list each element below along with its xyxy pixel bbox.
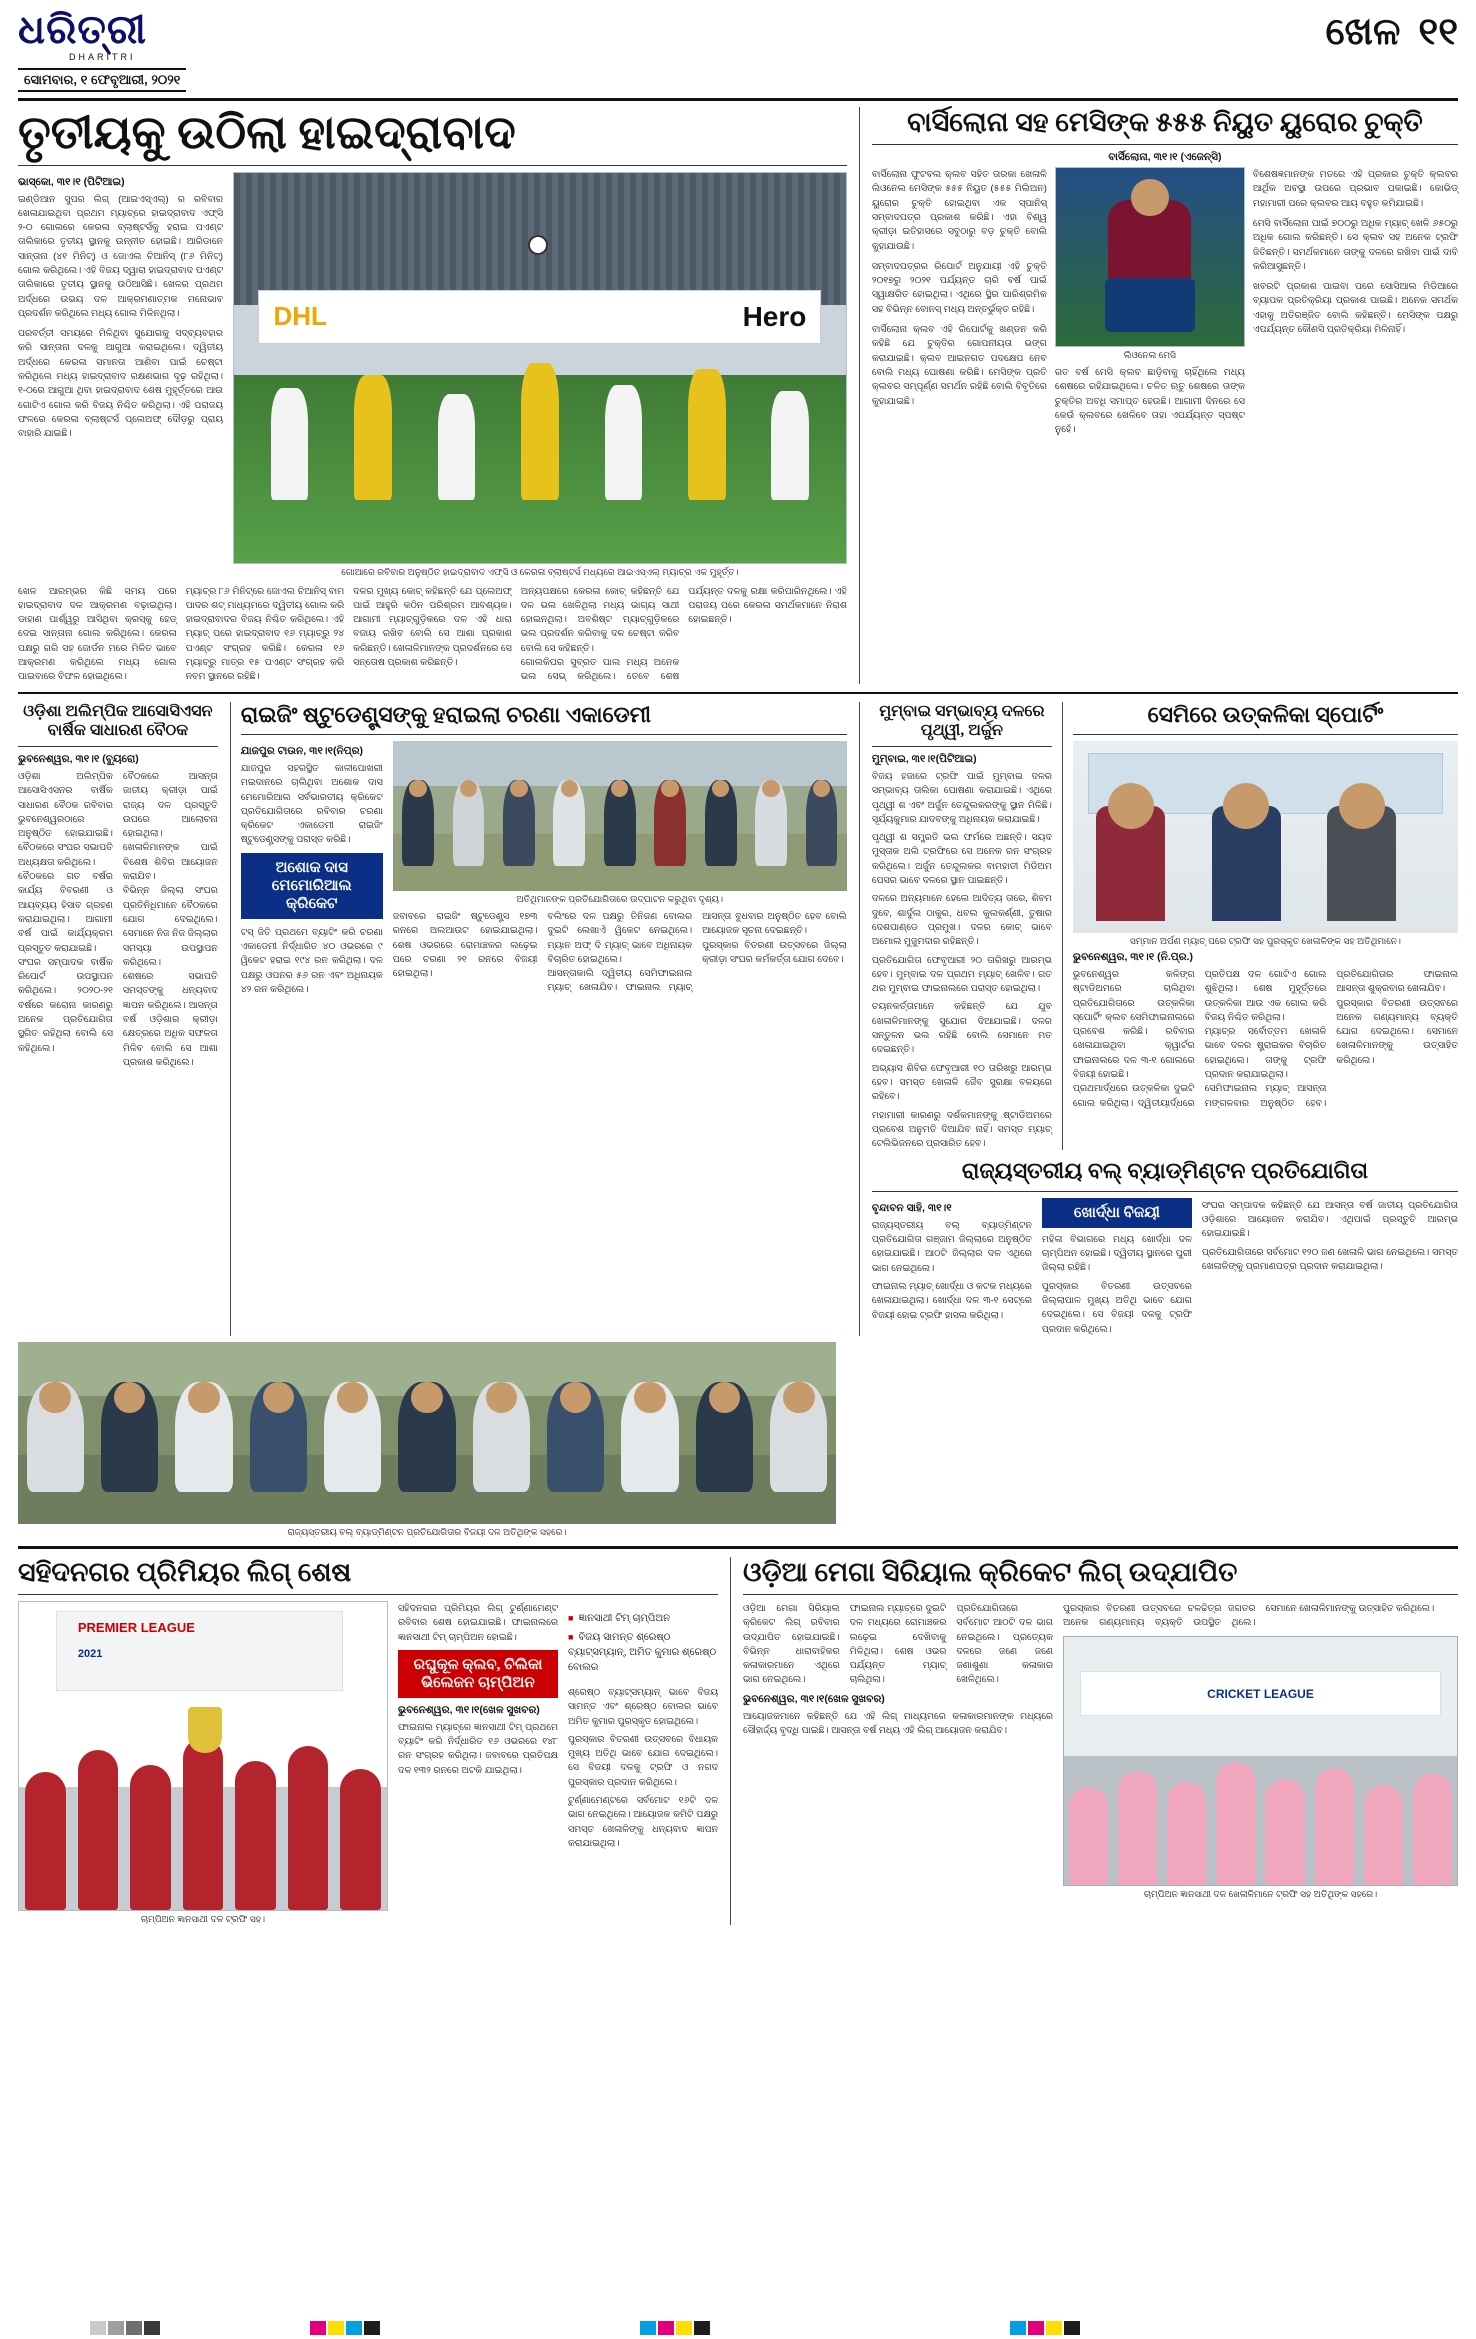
mega-byline: ଭୁବନେଶ୍ୱର, ୩୧।୧(ଖେଳ ସୁଖବର) [743,1692,885,1705]
mega-para-1: ଫାଇନାଲ ମ୍ୟାଚ୍‌ରେ ଦୁଇଟି ଦଳ ମଧ୍ୟରେ ରୋମାଞ୍ଚକର ଲଢ଼େଇ ଦେଖିବାକୁ ମିଳିଥିଲା। ଶେଷ ଓଭର ପର୍ଯ୍ୟନ୍ତ ମ୍ୟାଚ୍ ଚାଲିଥିଲା। [849,1601,947,1685]
riding-photo-inauguration [393,741,847,891]
bottom-band [18,1557,1458,1925]
mumbai-para-1: ପୃଥ୍ୱୀ ଶ ସମ୍ପ୍ରତି ଭଲ ଫର୍ମରେ ଅଛନ୍ତି। ସୟଦ ମୁସ୍ତାକ ଅଲି ଟ୍ରଫିରେ ସେ ଅନେକ ରନ ସଂଗ୍ରହ କରିଥିଲେ। ଅର୍ଜୁନ ତେନ୍ଦୁଲକର ବାମହାତୀ ମିଡିଅମ ପେସର ଭାବେ ଦଳରେ ସ୍ଥାନ ପାଇଛନ୍ତି। [871,831,1052,886]
semi-photo-award [1073,741,1458,933]
semi-story [1062,702,1458,1151]
messi-para-5: ମେସି ବାର୍ସିଲୋନା ପାଇଁ ୭୦୦ରୁ ଅଧିକ ମ୍ୟାଚ୍ ଖେଳି ୬୫୦ରୁ ଅଧିକ ଗୋଲ କରିଛନ୍ତି। ସେ କ୍ଲବ ସହ ଅନେକ ଟ୍ରଫି ଜିତିଛନ୍ତି। ସମର୍ଥକମାନେ ତାଙ୍କୁ ଦଳରେ ରଖିବା ପାଇଁ ଦାବି କରିଆସୁଛନ୍ତି। [1252,216,1458,271]
shahid-bullet-1: ■ ବିଜୟ ସାମନ୍ତ ଶ୍ରେଷ୍ଠ ବ୍ୟାଟ୍‌ସମ୍ୟାନ୍, ଅମିତ କୁମାର ଶ୍ରେଷ୍ଠ ବୋଲର [568,1630,718,1675]
mumbai-para-2: ଦଳରେ ଅନ୍ୟମାନେ ହେଲେ ଆଦିତ୍ୟ ତାରେ, ଶିବମ ଦୁବେ, ଶାର୍ଦୁଲ ଠାକୁର, ଧବଲ କୁଲକର୍ଣ୍ଣୀ, ତୁଷାର ଦେଶପାଣ୍ଡେ ପ୍ରମୁଖ। ଦଳର କୋଚ୍ ଭାବେ ଅମୋଲ ମୁଜୁମଦାର ରହିଛନ୍ତି। [871,892,1052,947]
riding-photo-caption: ଅତିଥିମାନଙ୍କ ପ୍ରତିଯୋଗିତାରେ ଉଦ୍‌ଘାଟନ କରୁଥିବା ଦୃଶ୍ୟ। [516,893,724,904]
mega-story [730,1557,1458,1925]
riding-para-2: ଜବାବରେ ରାଇଜିଂ ଷ୍ଟୁଡେଣ୍ଟ୍ସ ୧୭୩ ରନରେ ଅଲଆଉଟ ହୋଇଯାଇଥିଲା। ଶେଷ ଓଭରରେ ରୋମାଞ୍ଚକର ଲଢ଼େଇ ପରେ ଚରଣା ୨୧ ରନରେ ବିଜୟୀ ହୋଇଥିଲା। [392,909,538,979]
shahid-para-3: ପୁରସ୍କାର ବିତରଣୀ ଉତ୍ସବରେ ବିଧାୟକ ମୁଖ୍ୟ ଅତିଥି ଭାବେ ଯୋଗ ଦେଇଥିଲେ। ସେ ବିଜୟୀ ଦଳକୁ ଟ୍ରଫି ଓ ନଗଦ ପୁରସ୍କାର ପ୍ରଦାନ କରିଥିଲେ। [568,1732,718,1787]
semi-photo-caption: ସମ୍ମାନ ଅର୍ପଣ ମ୍ୟାଚ୍ ପରେ ଟ୍ରଫି ସହ ପୁରସ୍କୃତ ଖେଳାଳିଙ୍କ ସହ ଅତିଥିମାନେ। [1129,935,1401,946]
lead-para-2: ଖେଳ ଆରମ୍ଭର କିଛି ସମୟ ପରେ ହାଇଦ୍ରାବାଦ ଦଳ ଆକ୍ରମଣ ବଢ଼ାଇଥିଲା। ଡାହାଣ ପାର୍ଶ୍ୱରୁ ଆସିଥିବା କ୍ରସ୍‌କୁ ହେଡ୍ ଦେଇ ସାନ୍ତାନା ଗୋଲ କରିଥିଲେ। କେରଳା ପକ୍ଷରୁ ଗରି ସହ ଜୋର୍ଡନ ମରେ ମିଳିତ ଭାବେ ଆକ୍ରମଣ କରିଥିଲେ ମଧ୍ୟ ଗୋଲ ପାଇବାରେ ବିଫଳ ହୋଇଥିଲେ। [18,584,177,682]
section-name: ଖେଳ [1325,11,1401,53]
messi-para-6: ଖବରଟି ପ୍ରକାଶ ପାଇବା ପରେ ସୋସିଆଲ ମିଡିଆରେ ବ୍ୟାପକ ପ୍ରତିକ୍ରିୟା ପ୍ରକାଶ ପାଇଛି। ଅନେକ ସମର୍ଥକ ଏହାକୁ ଅତିରଞ୍ଜିତ ବୋଲି କହିଛନ୍ତି। ମେସିଙ୍କ ପକ୍ଷରୁ ଏପର୍ଯ୍ୟନ୍ତ କୌଣସି ପ୍ରତିକ୍ରିୟା ମିଳିନାହିଁ। [1252,280,1458,335]
messi-story [859,107,1458,684]
top-band [18,107,1458,684]
right-middle-column [859,702,1458,1336]
mega-team-photo: CRICKET LEAGUE [1063,1636,1458,1886]
lead-para-3: ମ୍ୟାଚ୍‌ର ୮୬ ମିନିଟ୍‌ରେ ଜୋଏଲ ଚିଆନିସ୍ ବାମ ପାଦର ଶଟ୍ ମାଧ୍ୟମରେ ଦ୍ୱିତୀୟ ଗୋଲ କରି ହାଇଦ୍ରାବାଦର ବିଜୟ ନିଶ୍ଚିତ କରିଥିଲେ। ଏହି ମ୍ୟାଚ୍ ପରେ ହାଇଦ୍ରାବାଦ ୧୬ ମ୍ୟାଚ୍‌ରୁ ୨୪ ପଏଣ୍ଟ ସଂଗ୍ରହ କରିଛି। କେରଳା ୧୬ ମ୍ୟାଚ୍‌ରୁ ମାତ୍ର ୧୫ ପଏଣ୍ଟ ସଂଗ୍ରହ କରି ନବମ ସ୍ଥାନରେ ରହିଛି। [185,584,345,682]
logo-text: ଧରିତ୍ରୀ [18,7,147,52]
riding-headline: ରାଇଜିଂ ଷ୍ଟୁଡେଣ୍ଟ୍ସଙ୍କୁ ହରାଇଲା ଚରଣା ଏକାଡେମୀ [240,701,652,727]
mega-para-2: ପ୍ରତିଯୋଗିତାରେ ସର୍ବମୋଟ ଆଠଟି ଦଳ ଭାଗ ନେଇଥିଲେ। ପ୍ରତ୍ୟେକ ଦଳରେ ଜଣେ ଜଣେ ଜଣାଶୁଣା କଳାକାର ଖେଳିଥିଲେ। [956,1601,1053,1685]
mumbai-byline: ମୁମ୍ବାଇ, ୩୧।୧(ପିଟିଆଇ) [871,752,977,765]
shahid-story [18,1557,718,1925]
masthead [18,0,1458,101]
shahid-headline: ସହିଦନଗର ପ୍ରିମିୟର ଲିଗ୍ ଶେଷ [18,1556,352,1587]
team-photo-band [18,1342,1458,1538]
messi-para-2: ବାର୍ସିଲୋନା କ୍ଲବ ଏହି ରିପୋର୍ଟକୁ ଖଣ୍ଡନ କରି କହିଛି ଯେ ଚୁକ୍ତିର ଗୋପନୀୟତା ଭଙ୍ଗ କରାଯାଇଛି। କ୍ଲବ ଆଇନଗତ ପଦକ୍ଷେପ ନେବ ବୋଲି ମଧ୍ୟ ଘୋଷଣା କରିଛି। ମେସିଙ୍କ ପ୍ରତି କ୍ଲବର ସମ୍ପୂର୍ଣ୍ଣ ସମର୍ଥନ ରହିଛି ବୋଲି ବିବୃତିରେ କୁହାଯାଇଛି। [871,323,1047,406]
odisha-olympic-body [18,769,218,1069]
lead-para-1: ପରବର୍ତ୍ତୀ ସମୟରେ ମିଳିଥିବା ସୁଯୋଗକୁ ସଦ୍‌ବ୍ୟବହାର କରି ସାନ୍ତାନା ଦଳକୁ ଆଗୁଆ କରାଇଥିଲେ। ଦ୍ୱିତୀୟ ଅର୍ଦ୍ଧରେ କେରଳା ସମାନତା ଆଣିବା ପାଇଁ ଚେଷ୍ଟା କରିଥିଲେ ମଧ୍ୟ ହାଇଦ୍ରାବାଦ ରକ୍ଷଣଭାଗ ଦୃଢ଼ ରହିଥିଲା। ୧-୦ରେ ଆଗୁଆ ଥିବା ହାଇଦ୍ରାବାଦ ଶେଷ ମୁହୂର୍ତ୍ତରେ ଆଉ ଗୋଟିଏ ଗୋଲ କରି ବିଜୟ ନିଶ୍ଚିତ କରିଥିଲା। ଏହି ପରାଜୟ ଫଳରେ କେରଳା ବ୍ଲାଷ୍ଟର୍ସ ପ୍ଲେଅଫ୍ ଦୌଡ଼ରୁ ପ୍ରାୟ ବାହାରି ଯାଇଛି। [18,327,223,439]
lead-headline: ତୃତୀୟକୁ ଉଠିଲା ହାଇଦ୍ରାବାଦ [18,107,516,158]
logo-subtext: DHARITRI [68,52,136,62]
messi-para-0: ବାର୍ସିଲୋନା ଫୁଟବଲ କ୍ଲବ ସହିତ ତାରକା ଖେଳାଳି ଲିଓନେଲ ମେସିଙ୍କ ୫୫୫ ନିୟୁତ (୫୫୫ ମିଲିଅନ) ୟୁରୋର ଚୁକ୍ତି ହୋଇଥିବା ଏକ ସ୍ପାନିସ୍ ସମ୍ବାଦପତ୍ର ପ୍ରକାଶ କରିଛି। ଏହା ବିଶ୍ୱ କ୍ରୀଡ଼ା ଇତିହାସରେ ସବୁଠାରୁ ବଡ଼ ଚୁକ୍ତି ବୋଲି କୁହାଯାଉଛି। [871,168,1047,251]
lead-photo-isl-match: DHL Hero [233,172,847,564]
shahid-para-2: ଶ୍ରେଷ୍ଠ ବ୍ୟାଟ୍‌ସମ୍ୟାନ୍ ଭାବେ ବିଜୟ ସାମନ୍ତ ଏବଂ ଶ୍ରେଷ୍ଠ ବୋଲର ଭାବେ ଅମିତ କୁମାର ପୁରସ୍କୃତ ହୋଇଥିଲେ। [568,1685,718,1726]
mumbai-para-6: ମହାମାରୀ କାରଣରୁ ଦର୍ଶକମାନଙ୍କୁ ଷ୍ଟାଡିଅମରେ ପ୍ରବେଶ ଅନୁମତି ଦିଆଯିବ ନାହିଁ। ସମସ୍ତ ମ୍ୟାଚ୍ ଟେଲିଭିଜନରେ ପ୍ରସାରିତ ହେବ। [871,1108,1052,1149]
semi-body-columns [1073,967,1458,1110]
shahid-bullet-0: ■ ଜ୍ଞାନସାଥୀ ଟିମ୍ ଚାମ୍ପିଅନ [568,1611,718,1626]
lead-para-5: ଅନ୍ୟପକ୍ଷରେ କେରଳା କୋଚ୍ କହିଛନ୍ତି ଯେ ଦଳ ଭଲ ଖେଳିଥିଲା ମଧ୍ୟ ଭାଗ୍ୟ ସାଥୀ ହୋଇନଥିଲା। ଅବଶିଷ୍ଟ ମ୍ୟାଚ୍‌ଗୁଡ଼ିକରେ ଭଲ ପ୍ରଦର୍ଶନ କରିବାକୁ ଦଳ ଚେଷ୍ଟା କରିବ ବୋଲି ସେ କହିଛନ୍ତି। [520,584,680,653]
odisha-olympic-byline: ଭୁବନେଶ୍ୱର, ୩୧।୧ (ବ୍ୟୁରୋ) [18,752,139,765]
messi-para-1: ସମ୍ବାଦପତ୍ରର ରିପୋର୍ଟ ଅନୁଯାୟୀ ଏହି ଚୁକ୍ତି ୨୦୧୭ରୁ ୨୦୨୧ ପର୍ଯ୍ୟନ୍ତ ଚାରି ବର୍ଷ ପାଇଁ ସ୍ୱାକ୍ଷରିତ ହୋଇଥିଲା। ଏଥିରେ ସ୍ଥିର ପାରିଶ୍ରମିକ ସହ ବିଭିନ୍ନ ବୋନସ୍ ମଧ୍ୟ ଅନ୍ତର୍ଭୁକ୍ତ ରହିଛି। [871,259,1047,314]
lead-photo-caption: ଗୋଆରେ ରବିବାର ଅନୁଷ୍ଠିତ ହାଇଦ୍ରାବାଦ ଏଫ୍‌ସି ଓ କେରଳା ବ୍ଲାଷ୍ଟର୍ସ ମଧ୍ୟରେ ଆଇଏସ୍‌ଏଲ୍ ମ୍ୟାଚ୍‌ର ଏକ ମୁହୂର୍ତ୍ତ। [341,566,739,577]
badminton-box-title: ଖୋର୍ଦ୍ଧା ବିଜୟୀ [1042,1198,1192,1228]
badminton-headline: ରାଜ୍ୟସ୍ତରୀୟ ବଲ୍ ବ୍ୟାଡ୍‌ମିଣ୍ଟନ ପ୍ରତିଯୋଗିତା [961,1158,1368,1184]
badminton-para-1: ଫାଇନାଲ ମ୍ୟାଚ୍ ଖୋର୍ଦ୍ଧା ଓ କଟକ ମଧ୍ୟରେ ଖେଳାଯାଇଥିଲା। ଖୋର୍ଦ୍ଧା ଦଳ ୩-୧ ସେଟ୍‌ରେ ବିଜୟୀ ହୋଇ ଟ୍ରଫି ହାସଲ କରିଥିଲା। [871,1279,1032,1320]
badminton-para-4: ସଂଘର ସମ୍ପାଦକ କହିଛନ୍ତି ଯେ ଆସନ୍ତା ବର୍ଷ ଜାତୀୟ ପ୍ରତିଯୋଗିତା ଓଡ଼ିଶାରେ ଆୟୋଜନ କରାଯିବ। ଏଥିପାଇଁ ପ୍ରସ୍ତୁତି ଆରମ୍ଭ ହୋଇଯାଇଛି। [1201,1198,1458,1239]
lead-body-columns [18,584,847,684]
color-registration-bar [0,2317,1476,2339]
odisha-para-2: ସଂଘର ସମ୍ପାଦକ ବାର୍ଷିକ ରିପୋର୍ଟ ଉପସ୍ଥାପନ କରିଥିଲେ। ୨୦୨୦-୨୧ ବର୍ଷରେ କରୋନା କାରଣରୁ ଅନେକ ପ୍ରତିଯୋଗିତା ସ୍ଥଗିତ ରହିଥିଲା ବୋଲି ସେ କହିଥିଲେ। [18,955,113,1053]
section-header [1325,10,1458,54]
semi-para-2: ମ୍ୟାଚ୍‌ର ସର୍ବୋତ୍ତମ ଖେଳାଳି ଭାବେ ଦଳର ଷ୍ଟ୍ରାଇକର ବିଚାରିତ ହୋଇଥିଲେ। ତାଙ୍କୁ ଟ୍ରଫି ପ୍ରଦାନ କରାଯାଇଥିଲା। [1204,1025,1327,1080]
riding-para-1: ଟସ୍ ଜିତି ପ୍ରଥମେ ବ୍ୟାଟିଂ କରି ଚରଣା ଏକାଡେମୀ ନିର୍ଦ୍ଧାରିତ ୪୦ ଓଭରରେ ୯ ୱିକେଟ ହରାଇ ୧୯୪ ରନ କରିଥିଲା। ଦଳ ପକ୍ଷରୁ ଓପନର ୫୬ ରନ ଏବଂ ଅଧିନାୟକ ୪୨ ରନ କରିଥିଲେ। [240,925,383,994]
badminton-team-photo [18,1342,836,1524]
lead-para-6: ଗୋଲକିପର ସୁବ୍ରତ ପାଲ ମଧ୍ୟ ଅନେକ ଭଲ ସେଭ୍ କରିଥିଲେ। ତେବେ ଶେଷ ପର୍ଯ୍ୟନ୍ତ ଦଳକୁ ରକ୍ଷା କରିପାରିନଥିଲେ। ଏହି ପରାଜୟ ପରେ କେରଳା ସମର୍ଥକମାନେ ନିରାଶ ହୋଇଛନ୍ତି। [520,584,847,682]
badminton-byline: ବୃନ୍ଦାବନ ସାହି, ୩୧।୧ [871,1201,952,1214]
badminton-para-0: ରାଜ୍ୟସ୍ତରୀୟ ବଲ୍ ବ୍ୟାଡ୍‌ମିଣ୍ଟନ ପ୍ରତିଯୋଗିତା ଗଞ୍ଜାମ ଜିଲ୍ଲାରେ ଅନୁଷ୍ଠିତ ହୋଇଯାଇଛି। ଆଠଟି ଜିଲ୍ଲାର ଦଳ ଏଥିରେ ଭାଗ ନେଇଥିଲେ। [871,1218,1032,1273]
badminton-para-3: ପୁରସ୍କାର ବିତରଣୀ ଉତ୍ସବରେ ଜିଲ୍ଲାପାଳ ମୁଖ୍ୟ ଅତିଥି ଭାବେ ଯୋଗ ଦେଇଥିଲେ। ସେ ବିଜୟୀ ଦଳକୁ ଟ୍ରଫି ପ୍ରଦାନ କରିଥିଲେ। [1041,1279,1192,1334]
mumbai-para-5: ଅଭ୍ୟାସ ଶିବିର ଫେବୃଆରୀ ୧୦ ତାରିଖରୁ ଆରମ୍ଭ ହେବ। ସମସ୍ତ ଖେଳାଳି ଜୈବ ସୁରକ୍ଷା ବଳୟରେ ରହିବେ। [871,1061,1052,1102]
odisha-para-1: ବୈଠକରେ ଗତ ବର୍ଷର କାର୍ଯ୍ୟ ବିବରଣୀ ଓ ଆୟବ୍ୟୟ ହିସାବ ଗ୍ରହଣ କରାଯାଇଥିଲା। ଆଗାମୀ ବର୍ଷ ପାଇଁ କାର୍ଯ୍ୟକ୍ରମ ପ୍ରସ୍ତୁତ କରାଯାଇଛି। [18,870,113,953]
mega-headline: ଓଡ଼ିଆ ମେଗା ସିରିୟାଲ କ୍ରିକେଟ ଲିଗ୍ ଉଦ୍‌ଯାପିତ [743,1556,1238,1587]
riding-para-3: ବଲିଂରେ ଦଳ ପକ୍ଷରୁ ତିନିଜଣ ବୋଲର ଦୁଇଟି ଲେଖାଏଁ ୱିକେଟ ନେଇଥିଲେ। ମ୍ୟାନ ଅଫ୍ ଦି ମ୍ୟାଚ୍ ଭାବେ ଅଧିନାୟକ ବିଚାରିତ ହୋଇଥିଲେ। [547,909,693,964]
middle-band [18,702,1458,1336]
raghukul-box-title: ରଘୁକୂଳ କ୍ଲବ, ଚିଲିକା ଭିଲେଜନ ଚାମ୍ପିଅନ [398,1650,558,1698]
ashok-das-box-title: ଅଶୋକ ଦାସ ମେମୋରିଆଲ କ୍ରିକେଟ [241,853,383,919]
badminton-story [860,1158,1458,1335]
odisha-olympic-story [18,702,218,1336]
shahid-para-4: ଟୁର୍ଣ୍ଣାମେଣ୍ଟରେ ସର୍ବମୋଟ ୧୬ଟି ଦଳ ଭାଗ ନେଇଥିଲେ। ଆୟୋଜକ କମିଟି ପକ୍ଷରୁ ସମସ୍ତ ଖେଳାଳିଙ୍କୁ ଧନ୍ୟବାଦ ଜ୍ଞାପନ କରାଯାଇଥିଲା। [568,1793,718,1848]
riding-byline: ଯାଜପୁର ଟାଉନ, ୩୧।୧(ନିପ୍ର) [240,744,364,757]
shahid-byline: ଭୁବନେଶ୍ୱର, ୩୧।୧(ଖେଳ ସୁଖବର) [398,1703,540,1716]
publication-date: ସୋମବାର, ୧ ଫେବୃଆରୀ, ୨୦୨୧ [18,68,186,92]
mega-para-3: ଆୟୋଜକମାନେ କହିଛନ୍ତି ଯେ ଏହି ଲିଗ୍ ମାଧ୍ୟମରେ କଳାକାରମାନଙ୍କ ମଧ୍ୟରେ ସୌହାର୍ଦ୍ଦ୍ୟ ବୃଦ୍ଧି ପାଇଛି। ଆସନ୍ତା ବର୍ଷ ମଧ୍ୟ ଏହି ଲିଗ୍ ଆୟୋଜନ କରାଯିବ। [743,1709,1053,1735]
lead-para-4: ଦଳର ମୁଖ୍ୟ କୋଚ୍ କହିଛନ୍ତି ଯେ ପ୍ଲେଅଫ୍ ପାଇଁ ଆହୁରି କଠିନ ପରିଶ୍ରମ ଆବଶ୍ୟକ। ଆଗାମୀ ମ୍ୟାଚ୍‌ଗୁଡ଼ିକରେ ଦଳ ଏହି ଧାରା ବଜାୟ ରଖିବ ବୋଲି ସେ ଆଶା ପ୍ରକାଶ କରିଛନ୍ତି। ଖେଳାଳିମାନଙ୍କ ପ୍ରଦର୍ଶନରେ ସେ ସନ୍ତୋଷ ପ୍ରକାଶ କରିଛନ୍ତି। [353,584,512,667]
page-number: ୧୧ [1418,11,1458,53]
semi-para-3: ସେମିଫାଇନାଲ ମ୍ୟାଚ୍ ଆସନ୍ତା ମଙ୍ଗଳବାର ଅନୁଷ୍ଠିତ ହେବ। ପ୍ରତିଯୋଗିତାର ଫାଇନାଲ ଆସନ୍ତା ଶୁକ୍ରବାର ଖେଳାଯିବ। [1204,967,1458,1108]
riding-body-columns [393,909,847,995]
semi-para-4: ପୁରସ୍କାର ବିତରଣୀ ଉତ୍ସବରେ ଅନେକ ଗଣ୍ୟମାନ୍ୟ ବ୍ୟକ୍ତି ଯୋଗ ଦେଇଥିଲେ। ସେମାନେ ଖେଳାଳିମାନଙ୍କୁ ଉତ୍ସାହିତ କରିଥିଲେ। [1336,996,1458,1065]
shahid-para-1: ଫାଇନାଲ ମ୍ୟାଚ୍‌ରେ ଜ୍ଞାନସାଥୀ ଟିମ୍ ପ୍ରଥମେ ବ୍ୟାଟିଂ କରି ନିର୍ଦ୍ଧାରିତ ୧୬ ଓଭରରେ ୧୪୮ ରନ ସଂଗ୍ରହ କରିଥିଲା। ଜବାବରେ ପ୍ରତିପକ୍ଷ ଦଳ ୧୩୨ ରନରେ ଅଟକି ଯାଇଥିଲା। [398,1720,558,1775]
riding-para-4: ଆସନ୍ତାକାଲି ଦ୍ୱିତୀୟ ସେମିଫାଇନାଲ ମ୍ୟାଚ୍ ଖେଳାଯିବ। ଫାଇନାଲ ମ୍ୟାଚ୍ ଆସନ୍ତା ବୁଧବାର ଅନୁଷ୍ଠିତ ହେବ ବୋଲି ଆୟୋଜକ ସୂଚନା ଦେଇଛନ୍ତି। [547,909,847,993]
badminton-para-2: ମହିଳା ବିଭାଗରେ ମଧ୍ୟ ଖୋର୍ଦ୍ଧା ଦଳ ଚାମ୍ପିଅନ ହୋଇଛି। ଦ୍ୱିତୀୟ ସ୍ଥାନରେ ପୁରୀ ଜିଲ୍ଲା ରହିଛି। [1041,1232,1192,1273]
messi-byline: ବାର୍ସିଲୋନା, ୩୧।୧ (ଏଜେନ୍ସି) [1108,151,1222,164]
messi-para-3: ଗତ ବର୍ଷ ମେସି କ୍ଲବ ଛାଡ଼ିବାକୁ ଚାହିଁଥିଲେ ମଧ୍ୟ ଶେଷରେ ରହିଯାଇଥିଲେ। ଚଳିତ ଋତୁ ଶେଷରେ ତାଙ୍କ ଚୁକ୍ତିର ଅବଧି ସମାପ୍ତ ହେଉଛି। ଆଗାମୀ ଦିନରେ ସେ କେଉଁ କ୍ଲବରେ ଖେଳିବେ ତାହା ଏପର୍ଯ୍ୟନ୍ତ ସ୍ପଷ୍ଟ ନୁହେଁ। [1054,366,1245,435]
mumbai-para-3: ପ୍ରତିଯୋଗିତା ଫେବୃଆରୀ ୨୦ ତାରିଖରୁ ଆରମ୍ଭ ହେବ। ମୁମ୍ବାଇ ଦଳ ପ୍ରଥମ ମ୍ୟାଚ୍ ଖେଳିବ। ଗତ ଥର ମୁମ୍ବାଇ ଫାଇନାଲରେ ପରାସ୍ତ ହୋଇଥିଲା। [871,953,1052,994]
shahid-para-0: ସହିଦନଗର ପ୍ରିମିୟର ଲିଗ୍ ଟୁର୍ଣ୍ଣାମେଣ୍ଟ ରବିବାର ଶେଷ ହୋଇଯାଇଛି। ଫାଇନାଲରେ ଜ୍ଞାନସାଥୀ ଟିମ୍ ଚାମ୍ପିଅନ ହୋଇଛି। [398,1601,558,1642]
messi-photo [1055,167,1245,347]
messi-para-4: ବିଶେଷଜ୍ଞମାନଙ୍କ ମତରେ ଏହି ପ୍ରକାର ଚୁକ୍ତି କ୍ଲବର ଆର୍ଥିକ ଅବସ୍ଥା ଉପରେ ପ୍ରଭାବ ପକାଇଛି। କୋଭିଡ୍ ମହାମାରୀ ପରେ କ୍ଲବର ଆୟ ବହୁତ କମିଯାଇଛି। [1252,168,1458,208]
lead-para-0: ଇଣ୍ଡିଆନ ସୁପର ଲିଗ୍ (ଆଇଏସ୍‌ଏଲ୍) ର ରବିବାର ଖେଳାଯାଇଥିବା ପ୍ରଥମ ମ୍ୟାଚ୍‌ରେ ହାଇଦ୍ରାବାଦ ଏଫ୍‌ସି ୨-୦ ଗୋଲରେ କେରଳା ବ୍ଲାଷ୍ଟର୍ସକୁ ହରାଇ ପଏଣ୍ଟ ତାଲିକାରେ ତୃତୀୟ ସ୍ଥାନକୁ ଉନ୍ନୀତ ହୋଇଛି। ଆରିଡାନେ ସାନ୍ତାନା (୪୧ ମିନିଟ୍) ଓ ଜୋଏଲ ଚିଆନିସ୍ (୮୬ ମିନିଟ୍) ଗୋଲ କରିଥିଲେ। ଏହି ବିଜୟ ଦ୍ୱାରା ହାଇଦ୍ରାବାଦ ପଏଣ୍ଟ ତାଲିକାରେ ତୃତୀୟ ସ୍ଥାନକୁ ଉଠିଆସିଛି। ଖେଳର ପ୍ରଥମ ଅର୍ଦ୍ଧରେ ଉଭୟ ଦଳ ଆକ୍ରମଣାତ୍ମକ ମନୋଭାବ ପ୍ରଦର୍ଶନ କରିଥିଲେ ମଧ୍ୟ ଗୋଲ ମିଳିନଥିଲା। [18,192,223,318]
shahid-highlights [568,1611,718,1675]
mumbai-para-4: ଚୟନକର୍ତ୍ତାମାନେ କହିଛନ୍ତି ଯେ ଯୁବ ଖେଳାଳିମାନଙ୍କୁ ସୁଯୋଗ ଦିଆଯାଇଛି। ଦଳର ସନ୍ତୁଳନ ଭଲ ରହିଛି ବୋଲି ସେମାନେ ମତ ଦେଇଛନ୍ତି। [871,1000,1052,1055]
badminton-para-5: ପ୍ରତିଯୋଗିତାରେ ସର୍ବମୋଟ ୧୨୦ ଜଣ ଖେଳାଳି ଭାଗ ନେଇଥିଲେ। ସମସ୍ତ ଖେଳାଳିଙ୍କୁ ପ୍ରମାଣପତ୍ର ପ୍ରଦାନ କରାଯାଇଥିଲା। [1201,1245,1458,1271]
semi-para-1: ପ୍ରଥମାର୍ଦ୍ଧରେ ଉତ୍କଳିକା ଦୁଇଟି ଗୋଲ କରିଥିଲା। ଦ୍ୱିତୀୟାର୍ଦ୍ଧରେ ପ୍ରତିପକ୍ଷ ଦଳ ଗୋଟିଏ ଗୋଲ ଶୁଝିଥିଲା। ଶେଷ ମୁହୂର୍ତ୍ତରେ ଉତ୍କଳିକା ଆଉ ଏକ ଗୋଲ କରି ବିଜୟ ନିଶ୍ଚିତ କରିଥିଲା। [1072,967,1327,1108]
mumbai-headline: ମୁମ୍ବାଇ ସମ୍ଭାବ୍ୟ ଦଳରେ ପୃଥ୍ୱୀ, ଅର୍ଜୁନ [879,702,1045,739]
riding-para-0: ଯାଜପୁର ସହରସ୍ଥିତ କାଳୀପୋଖରୀ ମଇଦାନରେ ଚାଲିଥିବା ଅଶୋକ ଦାସ ମେମୋରିଆଲ ସର୍ବଭାରତୀୟ କ୍ରିକେଟ ପ୍ରତିଯୋଗିତାରେ ରବିବାର ଚରଣା କ୍ରିକେଟ ଏକାଡେମୀ ରାଇଜିଂ ଷ୍ଟୁଡେଣ୍ଟ୍ସଙ୍କୁ ପରାସ୍ତ କରିଛି। [240,761,383,845]
lead-story [18,107,847,684]
newspaper-logo [18,7,186,92]
badminton-team-photo-caption: ରାଜ୍ୟସ୍ତରୀୟ ବଲ୍ ବ୍ୟାଡ୍‌ମିଣ୍ଟନ ପ୍ରତିଯୋଗିତାର ବିଜୟୀ ଦଳ ଅତିଥିଙ୍କ ସହରେ। [287,1526,567,1537]
mega-para-0: ଓଡ଼ିଆ ମେଗା ସିରିୟାଲ କ୍ରିକେଟ ଲିଗ୍ ରବିବାର ଉଦ୍‌ଯାପିତ ହୋଇଯାଇଛି। ବିଭିନ୍ନ ଧାରାବାହିକର କଳାକାରମାନେ ଏଥିରେ ଭାଗ ନେଇଥିଲେ। [743,1601,840,1685]
odisha-para-5: ଶେଷରେ ସଭାପତି ସମସ୍ତଙ୍କୁ ଧନ୍ୟବାଦ ଜ୍ଞାପନ କରିଥିଲେ। ଆସନ୍ତା ବର୍ଷ ଓଡ଼ିଶାର କ୍ରୀଡ଼ା କ୍ଷେତ୍ରରେ ଅଧିକ ସଫଳତା ମିଳିବ ବୋଲି ସେ ଆଶା ପ୍ରକାଶ କରିଥିଲେ। [122,970,218,1067]
mumbai-para-0: ବିଜୟ ହଜାରେ ଟ୍ରଫି ପାଇଁ ମୁମ୍ବାଇ ଦଳର ସମ୍ଭାବ୍ୟ ତାଲିକା ଘୋଷଣା କରାଯାଇଛି। ଏଥିରେ ପୃଥ୍ୱୀ ଶ ଏବଂ ଅର୍ଜୁନ ତେନ୍ଦୁଲକରଙ୍କୁ ସ୍ଥାନ ମିଳିଛି। ସୂର୍ଯ୍ୟକୁମାର ଯାଦବଙ୍କୁ ଅଧିନାୟକ କରାଯାଇଛି। [871,769,1052,824]
lead-byline: ଭାସ୍କୋ, ୩୧।୧ (ପିଟିଆଇ) [18,175,125,188]
mega-body-columns-2 [1063,1601,1458,1630]
semi-byline: ଭୁବନେଶ୍ୱର, ୩୧।୧ (ନି.ପ୍ର.) [1072,950,1194,963]
mumbai-story [872,702,1052,1151]
messi-photo-caption: ଲିଓନେଲ ମେସି [1123,350,1176,361]
mega-para-4: ପୁରସ୍କାର ବିତରଣୀ ଉତ୍ସବରେ ଚଳଚ୍ଚିତ୍ର ଜଗତର ଅନେକ ଗଣ୍ୟମାନ୍ୟ ବ୍ୟକ୍ତି ଉପସ୍ଥିତ ଥିଲେ। ସେମାନେ ଖେଳାଳିମାନଙ୍କୁ ଉତ୍ସାହିତ କରିଥିଲେ। [1063,1601,1435,1628]
riding-para-5: ପୁରସ୍କାର ବିତରଣୀ ଉତ୍ସବରେ ଜିଲ୍ଲା କ୍ରୀଡ଼ା ସଂଘର କର୍ମକର୍ତ୍ତା ଯୋଗ ଦେବେ। [702,938,847,964]
semi-para-0: ଭୁବନେଶ୍ୱର କଳିଙ୍ଗ ଷ୍ଟାଡିଅମରେ ଚାଲିଥିବା ପ୍ରତିଯୋଗିତାରେ ଉତ୍କଳିକା ସ୍ପୋର୍ଟିଂ କ୍ଲବ ସେମିଫାଇନାଲରେ ପ୍ରବେଶ କରିଛି। ରବିବାର ଖେଳାଯାଇଥିବା କ୍ୱାର୍ଟର ଫାଇନାଲରେ ଦଳ ୩-୧ ଗୋଲରେ ବିଜୟୀ ହୋଇଛି। [1072,967,1195,1080]
messi-headline: ବାର୍ସିଲୋନା ସହ ମେସିଙ୍କ ୫୫୫ ନିୟୁତ ୟୁରୋର ଚୁକ୍ତି [907,107,1423,137]
semi-headline: ସେମିରେ ଉତ୍କଳିକା ସ୍ପୋର୍ଟିଂ [1147,701,1384,727]
odisha-para-0: ଓଡ଼ିଶା ଅଲିମ୍ପିକ ଆସୋସିଏସନର ବାର୍ଷିକ ସାଧାରଣ ବୈଠକ ରବିବାର ଭୁବନେଶ୍ୱରଠାରେ ଅନୁଷ୍ଠିତ ହୋଇଯାଇଛି। ବୈଠକରେ ସଂଘର ସଭାପତି ଅଧ୍ୟକ୍ଷତା କରିଥିଲେ। [18,769,113,867]
mega-body-columns [743,1601,1053,1687]
riding-story [230,702,847,1336]
odisha-para-3: ବୈଠକରେ ଆସନ୍ତା ଜାତୀୟ କ୍ରୀଡ଼ା ପାଇଁ ରାଜ୍ୟ ଦଳ ପ୍ରସ୍ତୁତି ଉପରେ ଆଲୋଚନା ହୋଇଥିଲା। ଖେଳାଳିମାନଙ୍କ ପାଇଁ ବିଶେଷ ଶିବିର ଆୟୋଜନ କରାଯିବ। [122,769,218,882]
shahid-photo-caption: ଚାମ୍ପିଅନ ଜ୍ଞାନସାଥୀ ଦଳ ଟ୍ରଫି ସହ। [140,1913,266,1924]
odisha-para-4: ବିଭିନ୍ନ ଜିଲ୍ଲା ସଂଘର ପ୍ରତିନିଧିମାନେ ବୈଠକରେ ଯୋଗ ଦେଇଥିଲେ। ସେମାନେ ନିଜ ନିଜ ଜିଲ୍ଲାର ସମସ୍ୟା ଉପସ୍ଥାପନ କରିଥିଲେ। [122,884,218,967]
mega-photo-caption: ଚାମ୍ପିଅନ ଜ୍ଞାନସାଥୀ ଦଳ ଖେଳାଳିମାନେ ଟ୍ରଫି ସହ ଅତିଥିଙ୍କ ସହରେ। [1143,1888,1378,1899]
odisha-olympic-headline: ଓଡ଼ିଶା ଅଲିମ୍ପିକ ଆସୋସିଏସନ ବାର୍ଷିକ ସାଧାରଣ ବୈଠକ [23,702,213,739]
shahid-team-photo: PREMIER LEAGUE 2021 [18,1601,388,1911]
